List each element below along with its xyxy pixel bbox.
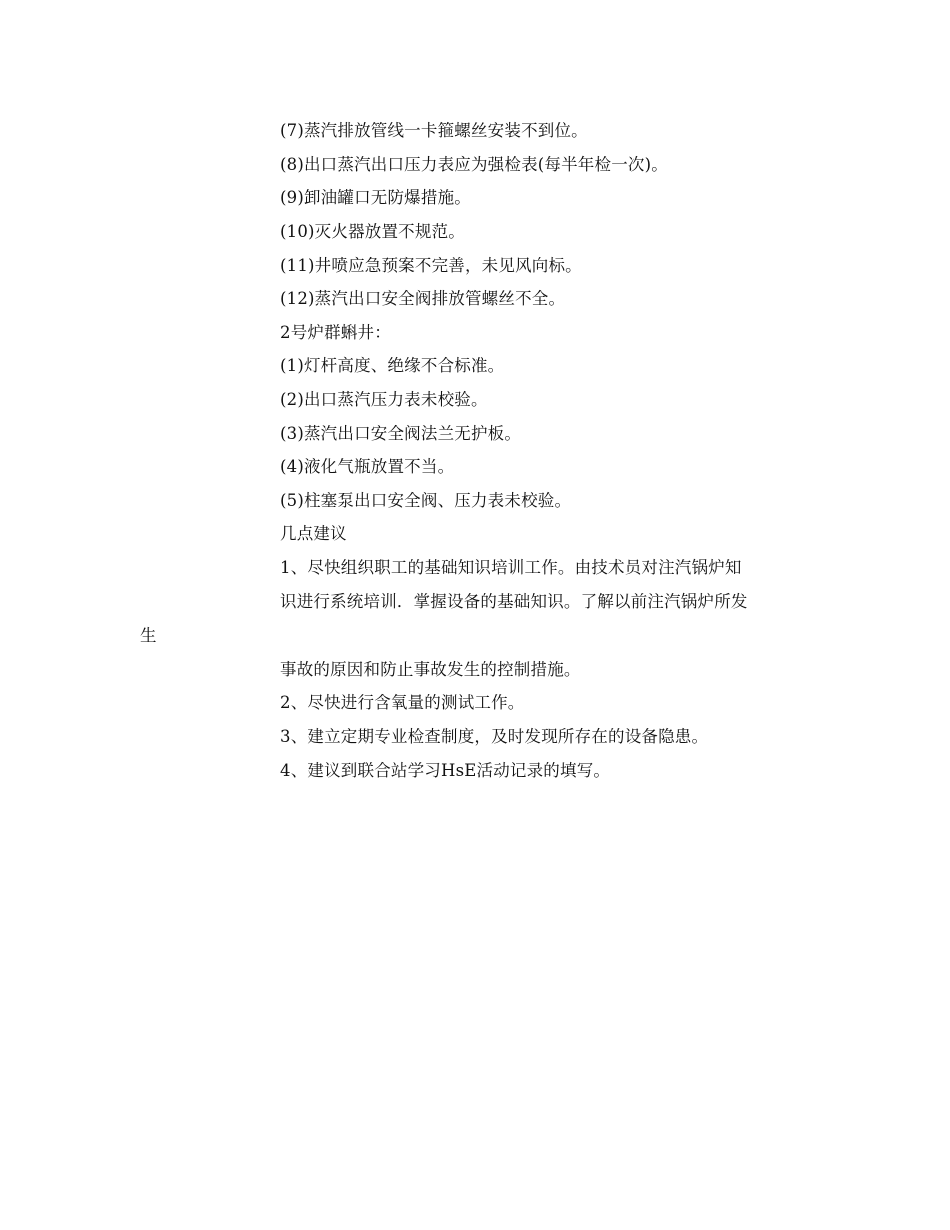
text-line: (9)卸油罐口无防爆措施。 bbox=[280, 188, 471, 207]
text-line: 4、建议到联合站学习HsE活动记录的填写。 bbox=[280, 761, 611, 780]
text-line: (10)灭火器放置不规范。 bbox=[280, 222, 465, 241]
text-line: (8)出口蒸汽出口压力表应为强检表(每半年检一次)。 bbox=[280, 155, 668, 174]
text-line: 生 bbox=[140, 626, 157, 645]
text-line: 识进行系统培训．掌握设备的基础知识。了解以前注汽锅炉所发 bbox=[280, 592, 748, 611]
text-line: (5)柱塞泵出口安全阀、压力表未校验。 bbox=[280, 491, 572, 510]
section-heading: 2号炉群蝌井： bbox=[280, 323, 391, 342]
text-line: 1、尽快组织职工的基础知识培训工作。由技术员对注汽锅炉知 bbox=[280, 558, 742, 577]
text-line: (7)蒸汽排放管线一卡箍螺丝安装不到位。 bbox=[280, 121, 588, 140]
text-line: 事故的原因和防止事故发生的控制措施。 bbox=[280, 660, 581, 679]
text-line: 2、尽快进行含氧量的测试工作。 bbox=[280, 693, 525, 712]
text-line: (4)液化气瓶放置不当。 bbox=[280, 457, 455, 476]
text-line: (12)蒸汽出口安全阀排放管螺丝不全。 bbox=[280, 289, 566, 308]
text-line: (1)灯杆高度、绝缘不合标准。 bbox=[280, 356, 505, 375]
text-line: (2)出口蒸汽压力表未校验。 bbox=[280, 390, 488, 409]
text-line: (11)井喷应急预案不完善，未见风向标。 bbox=[280, 256, 582, 275]
text-line: (3)蒸汽出口安全阀法兰无护板。 bbox=[280, 424, 522, 443]
section-heading: 几点建议 bbox=[280, 524, 347, 543]
text-line: 3、建立定期专业检查制度，及时发现所存在的设备隐患。 bbox=[280, 727, 709, 746]
